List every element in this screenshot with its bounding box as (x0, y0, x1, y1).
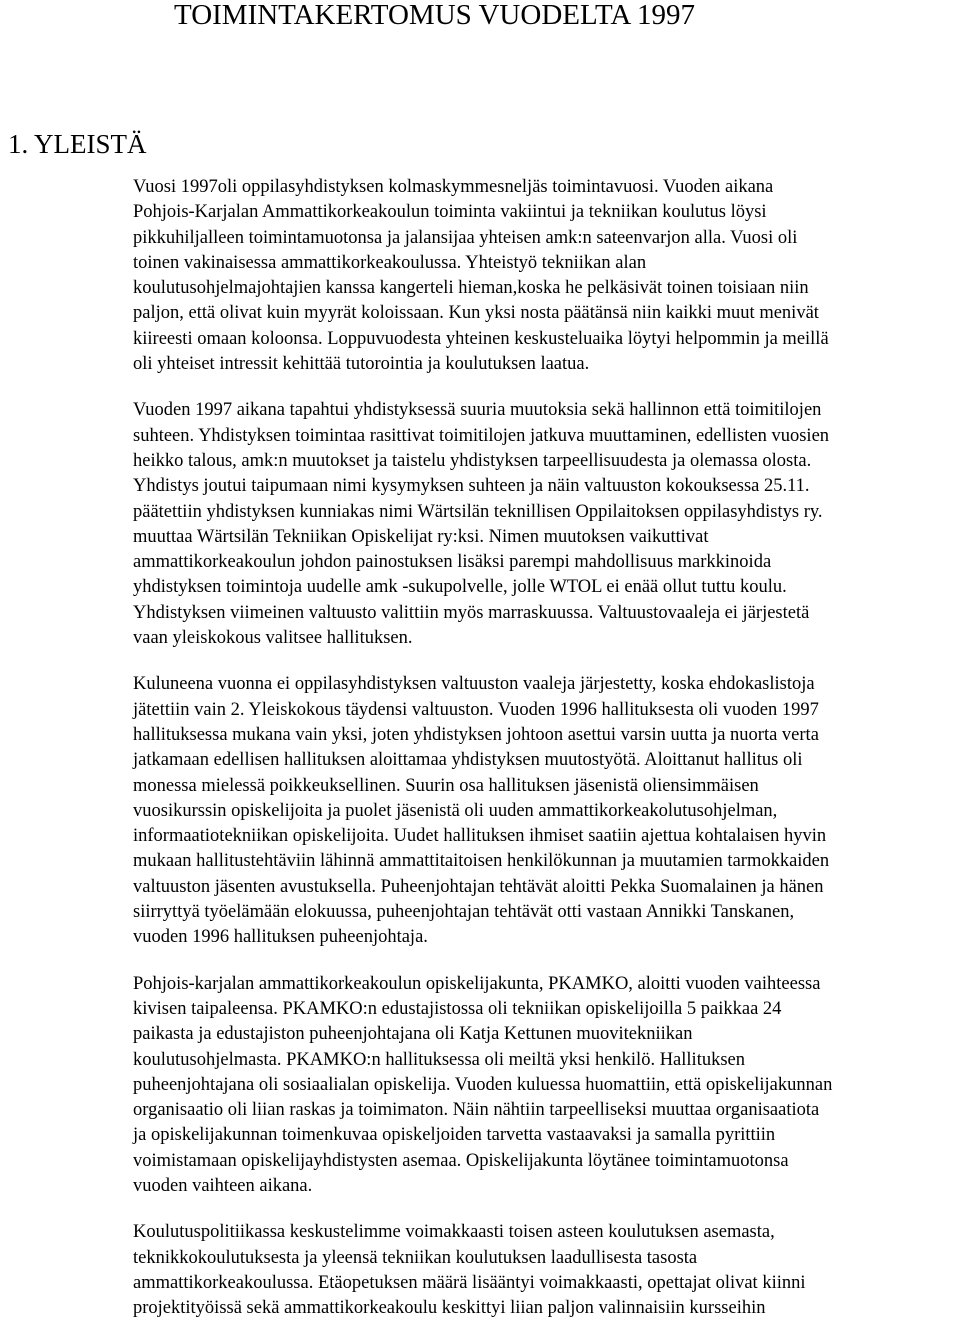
document-title: TOIMINTAKERTOMUS VUODELTA 1997 (174, 0, 696, 31)
paragraph: Vuosi 1997oli oppilasyhdistyksen kolmaskymmesneljäs toimintavuosi. Vuoden aikana Pohjois-Karjalan Ammattikorkeakoulun toiminta vakiintui ja tekniikan koulutus löysi pikkuhiljalleen toimintamuotonsa ja jalansijaa yhteisen amk:n sateenvarjon alla. Vuosi oli toinen vakinaisessa ammattikorkeakoulussa. Yhteistyö tekniikan alan koulutusohjelmajohtajien kanssa kangerteli hieman,koska he pelkäsivät toinen toisiaan niin paljon, että olivat kuin myyrät koloissaan. Kun yksi nosta päätänsä niin kaikki muut menivät kiireesti omaan koloonsa. Loppuvuodesta yhteinen keskusteluaika löytyi helpommin ja meillä oli yhteiset intressit kehittää tutorointia ja koulutuksen laatua. (133, 177, 829, 375)
paragraph: Pohjois-karjalan ammattikorkeakoulun opiskelijakunta, PKAMKO, aloitti vuoden vaihteessa kivisen taipaleensa. PKAMKO:n edustajistossa oli tekniikan opiskelijoilla 5 paikkaa 24 paikasta ja edustajiston puheenjohtajana oli Katja Kettunen muovitekniikan koulutusohjelmasta. PKAMKO:n hallituksessa oli meiltä yksi henkilö. Hallituksen puheenjohtajana oli sosiaalialan opiskelija. Vuoden kuluessa huomattiin, että opiskelijakunnan organisaatio oli liian raskas ja toimimaton. Näin nähtiin tarpeelliseksi muuttaa organisaatiota ja opiskelijakunnan toimenkuvaa opiskeljoiden tarvetta vastaavaksi ja samalla pyrittiin voimistamaan opiskelijayhdistysten asemaa. Opiskelijakunta löytänee toimintamuotonsa vuoden vaihteen aikana. (133, 973, 833, 1196)
paragraph: Kuluneena vuonna ei oppilasyhdistyksen valtuuston vaaleja järjestetty, koska ehdokaslistoja jätettiin vain 2. Yleiskokous täydensi valtuuston. Vuoden 1996 hallituksesta oli vuoden 1997 hallituksessa mukana vain yksi, joten yhdistyksen johtoon asettui varsin uutta ja nuorta verta jatkamaan edellisen hallituksen aloittamaa yhdistyksen muutostyötä. Aloittanut hallitus oli monessa mielessä poikkeuksellinen. Suurin osa hallituksen jäsenistä oliensimmäisen vuosikurssin opiskelijoita ja puolet jäsenistä oli uuden ammattikorkeakolutusohjelman, informaatiotekniikan opiskelijoita. Uudet hallituksen ihmiset saatiin ajettua kohtalaisen hyvin mukaan hallitustehtäviin lähinnä ammattitaitoisen henkilökunnan ja muutamien tarmokkaiden valtuuston jäsenten avustuksella. Puheenjohtajan tehtävät aloitti Pekka Suomalainen ja hänen siirryttyä työelämään elokuussa, puheenjohtajan tehtävät otti vastaan Annikki Tanskanen, vuoden 1996 hallituksen puheenjohtaja. (133, 674, 830, 948)
paragraph: Vuoden 1997 aikana tapahtui yhdistyksessä suuria muutoksia sekä hallinnon että toimitilojen suhteen. Yhdistyksen toimintaa rasittivat toimitilojen jatkuva muuttaminen, edellisten vuosien heikko talous, amk:n muutokset ja taistelu yhdistyksen tarpeellisuudesta ja olemassa olosta. Yhdistys joutui taipumaan nimi kysymyksen suhteen ja näin valtuuston kokouksessa 25.11. päätettiin yhdistyksen kunniakas nimi Wärtsilän teknillisen Oppilaitoksen oppilasyhdistys ry. muuttaa Wärtsilän Tekniikan Opiskelijat ry:ksi. Nimen muutoksen vaikuttivat ammattikorkeakoulun johdon painostuksen lisäksi parempi mahdollisuus markkinoida yhdistyksen toimintoja uudelle amk -sukupolvelle, jolle WTOL ei enää ollut tuttu koulu. Yhdistyksen viimeinen valtuusto valittiin myös marraskuussa. Valtuustovaaleja ei järjestetä vaan yleiskokous valitsee hallituksen. (133, 400, 830, 649)
section-heading: 1. YLEISTÄ (8, 129, 147, 159)
body-text (133, 175, 960, 1341)
paragraph: Koulutuspolitiikassa keskustelimme voimakkaasti toisen asteen koulutuksen asemasta, teknikkokoulutuksesta ja yleensä tekniikan koulutuksen laadullisesta tasosta ammattikorkeakoulussa. Etäopetuksen määrä lisääntyi voimakkaasti, opettajat olivat kiinni projektityöissä sekä ammattikorkeakoulu keskittyi liian paljon valinnaisiin kursseihin (133, 1222, 806, 1319)
